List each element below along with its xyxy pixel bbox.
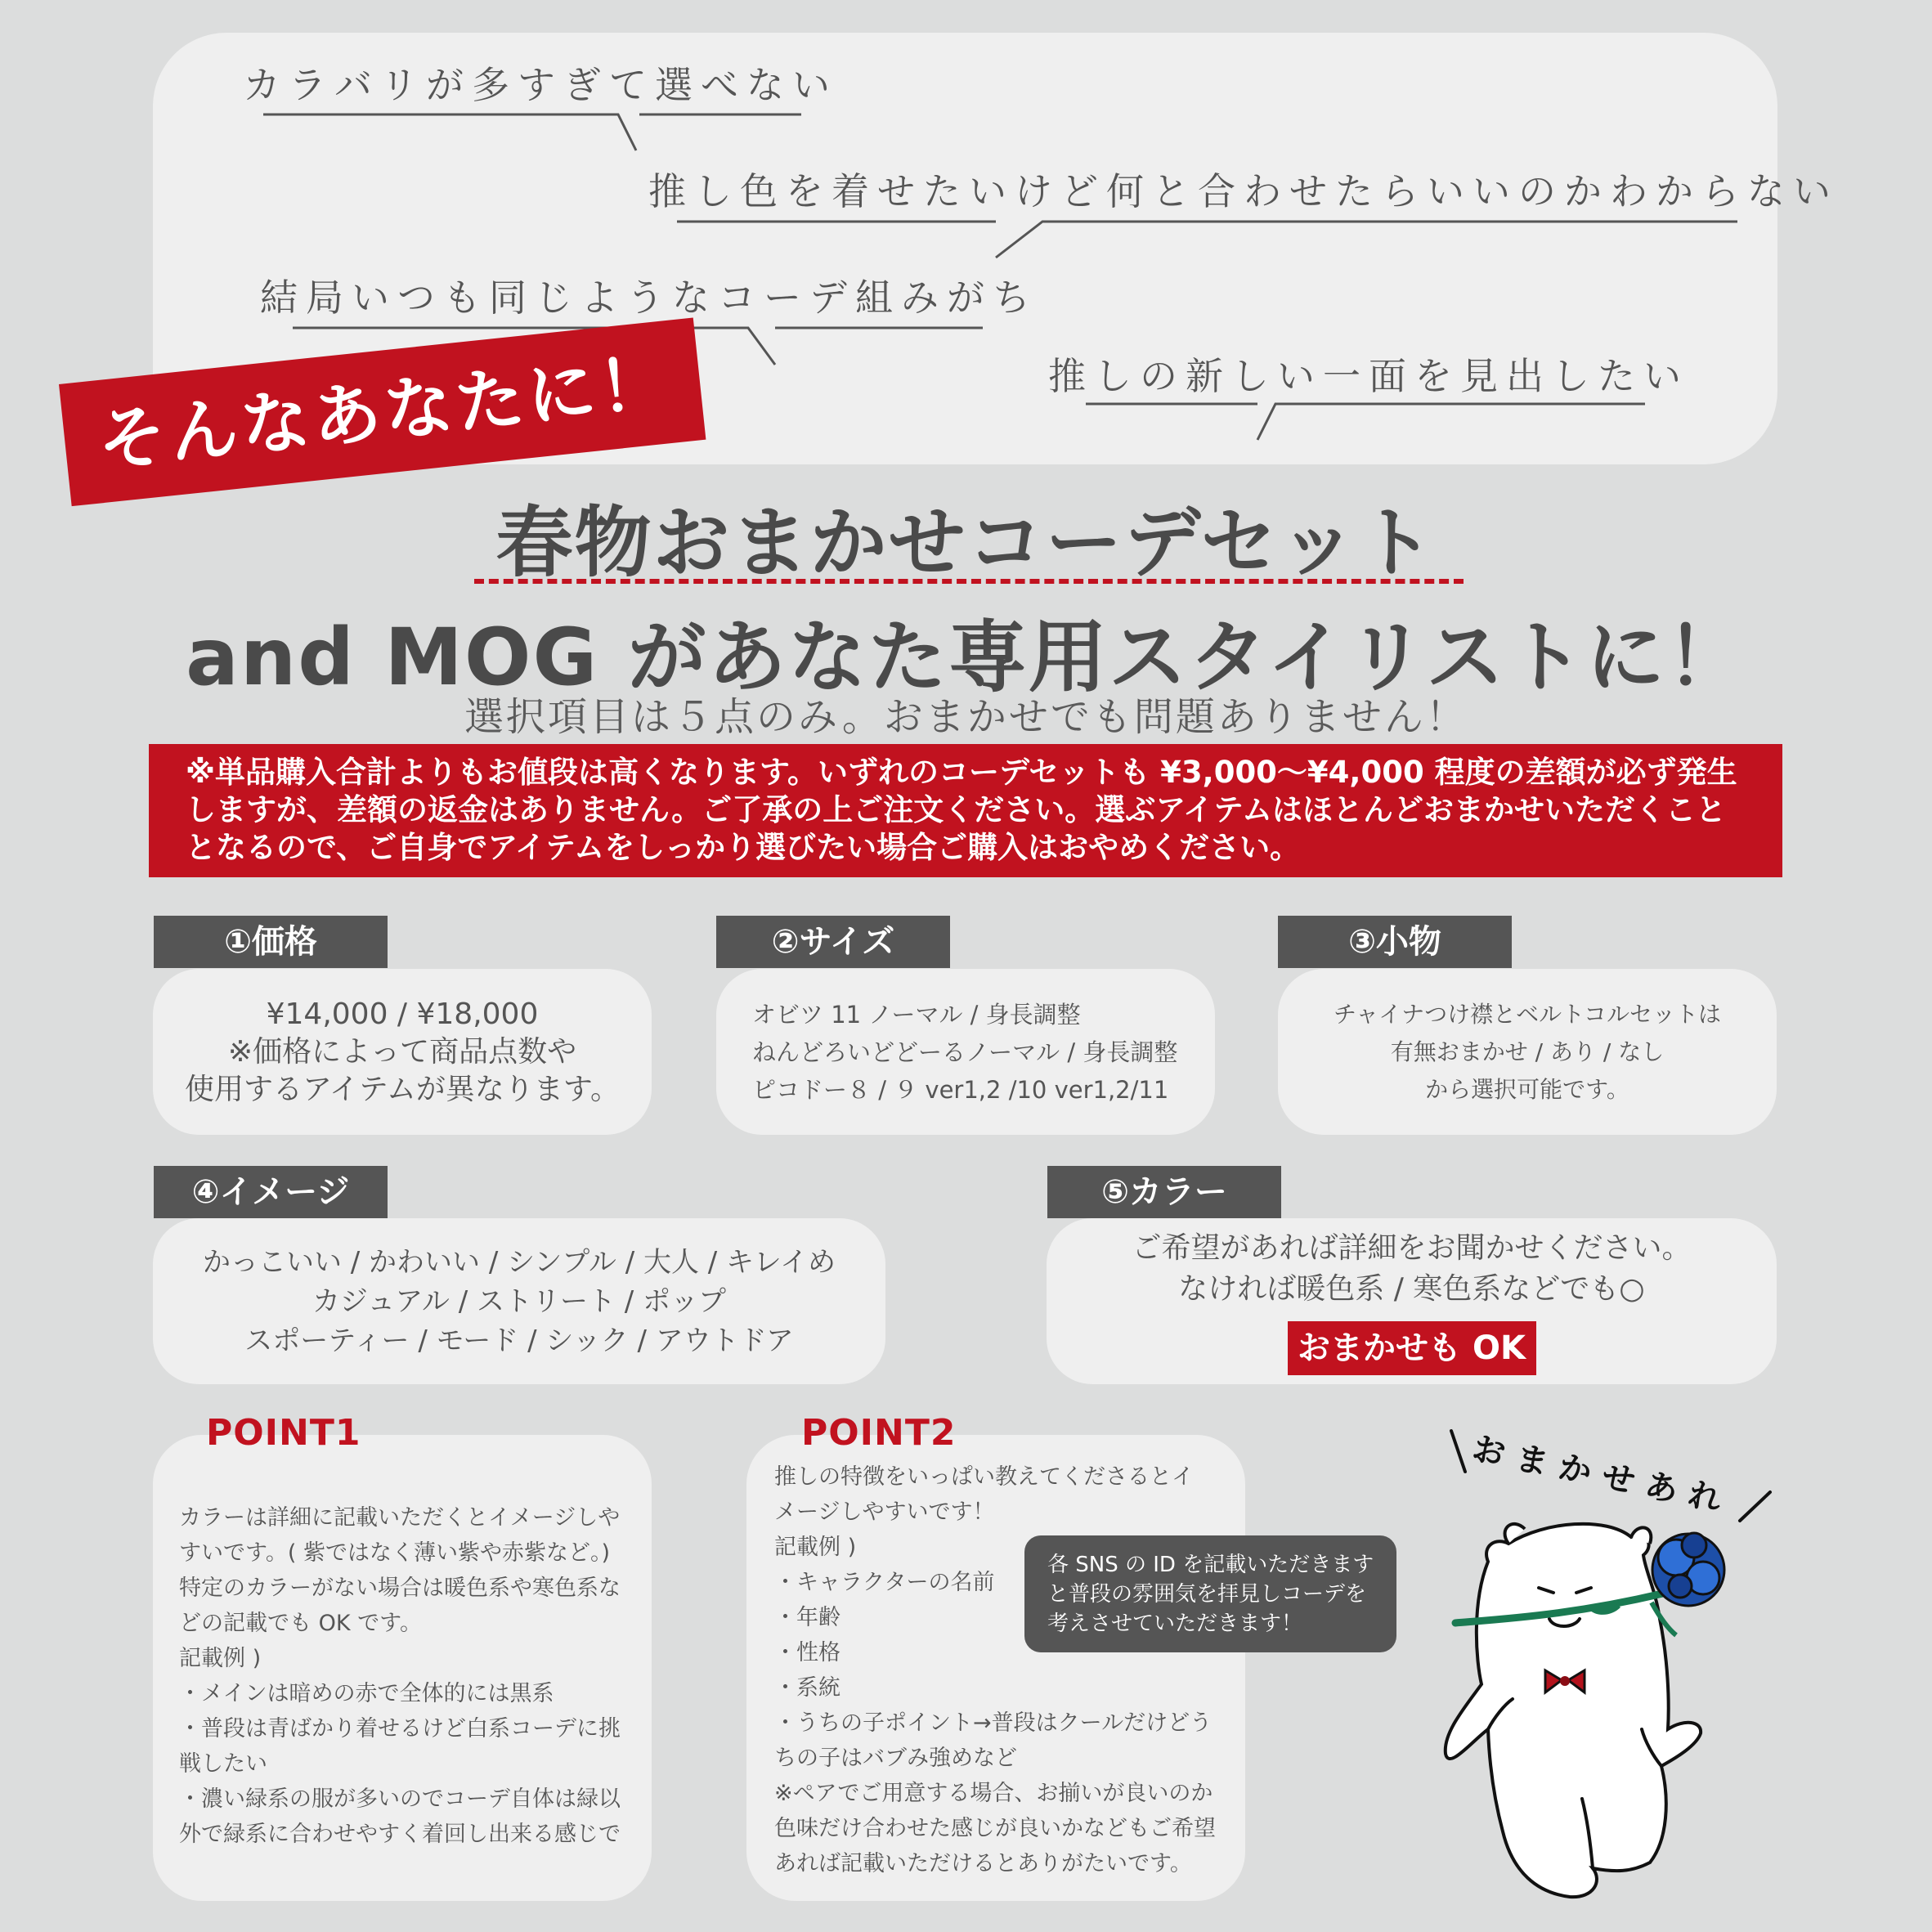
- image-card: [153, 1218, 885, 1384]
- accessory-card: [1278, 969, 1777, 1135]
- point2-line: 色味だけ合わせた感じが良いかなどもご希望: [774, 1816, 1216, 1841]
- notice-line: ※単品購入合計よりもお値段は高くなります。いずれのコーデセットも ¥3,000〜¥4,000 程度の差額が必ず発生: [186, 755, 1737, 790]
- product-title: 春物おまかせコーデセット: [495, 499, 1437, 588]
- bear-mascot-illustration: [1431, 1414, 1782, 1905]
- banner-for-you: そんなあなたに！: [59, 317, 706, 506]
- sns-note-line: 各 SNS の ID を記載いただきます: [1047, 1553, 1374, 1577]
- size-option: ねんどろいどどーるノーマル / 身長調整: [752, 1038, 1178, 1066]
- point1-line: すいです。( 紫ではなく薄い紫や赤紫など。): [179, 1540, 610, 1566]
- worry-text-1: カラバリが多すぎて選べない: [243, 63, 838, 107]
- worry-text-4: 推しの新しい一面を見出したい: [1048, 354, 1689, 398]
- price-values: ¥14,000 / ¥18,000: [266, 997, 539, 1031]
- image-styles: カジュアル / ストリート / ポップ: [312, 1284, 727, 1318]
- price-notice: [149, 744, 1782, 877]
- tab-image: ④イメージ: [154, 1166, 388, 1218]
- tab-size: ②サイズ: [716, 916, 950, 968]
- point1-line: 外で緑系に合わせやすく着回し出来る感じで: [179, 1822, 621, 1847]
- sns-note: [1024, 1535, 1396, 1652]
- sns-note-line: 考えさせていただきます！: [1047, 1611, 1303, 1636]
- size-option: ピコドー８ / ９ ver1,2 /10 ver1,2/11: [752, 1075, 1169, 1104]
- mascot-caption: おまかせあれ: [1468, 1429, 1737, 1522]
- point1-card: [153, 1435, 652, 1901]
- size-card: [716, 969, 1215, 1135]
- point1-line: 記載例 ): [179, 1646, 262, 1671]
- point1-line: ・普段は青ばかり着せるけど白系コーデに挑: [179, 1716, 621, 1741]
- image-styles: かっこいい / かわいい / シンプル / 大人 / キレイめ: [202, 1245, 836, 1279]
- color-text: ご希望があれば詳細をお聞かせください。: [1132, 1231, 1692, 1265]
- notice-line: しますが、差額の返金はありません。ご了承の上ご注文ください。選ぶアイテムはほとんどおまかせいただくこと: [186, 792, 1727, 827]
- point2-card: [746, 1435, 1245, 1901]
- headline: and MOG があなた専用スタイリストに！: [186, 612, 1746, 703]
- point2-title: POINT2: [801, 1412, 957, 1454]
- size-option: オビツ 11 ノーマル / 身長調整: [752, 1000, 1081, 1029]
- point1-line: どの記載でも OK です。: [179, 1611, 422, 1636]
- point1-line: 戦したい: [179, 1751, 267, 1777]
- color-card: [1047, 1218, 1777, 1384]
- point1-line: ・濃い緑系の服が多いのでコーデ自体は緑以: [179, 1786, 621, 1812]
- tab-price: ①価格: [154, 916, 388, 968]
- point2-line: ※ペアでご用意する場合、お揃いが良いのか: [774, 1781, 1213, 1806]
- tab-accessory: ③小物: [1278, 916, 1512, 968]
- subtitle: 選択項目は５点のみ。おまかせでも問題ありません！: [464, 694, 1468, 740]
- price-note: 使用するアイテムが異なります。: [184, 1072, 621, 1106]
- point1-line: カラーは詳細に記載いただくとイメージしや: [179, 1505, 621, 1531]
- sns-note-line: と普段の雰囲気を拝見しコーデを: [1047, 1582, 1367, 1607]
- point2-line: ・うちの子ポイント→普段はクールだけどう: [774, 1710, 1213, 1736]
- point2-line: あれば記載いただけるとありがたいです。: [774, 1851, 1192, 1876]
- title-dashed-divider: [474, 579, 1464, 584]
- point2-line: メージしやすいです！: [774, 1499, 995, 1525]
- point1-title: POINT1: [206, 1412, 361, 1454]
- point2-line: 推しの特徴をいっぱい教えてくださるとイ: [774, 1464, 1194, 1490]
- accessory-text: チャイナつけ襟とベルトコルセットは: [1333, 1000, 1722, 1028]
- point1-line: ・メインは暗めの赤で全体的には黒系: [179, 1681, 554, 1706]
- worry-text-2: 推し色を着せたいけど何と合わせたらいいのかわからない: [648, 169, 1839, 213]
- point2-line: ちの子はバブみ強めなど: [774, 1746, 1017, 1771]
- accessory-text: から選択可能です。: [1425, 1075, 1629, 1103]
- point2-line: 記載例 ): [774, 1535, 857, 1560]
- point2-line: ・年齢: [774, 1605, 840, 1630]
- image-styles: スポーティー / モード / シック / アウトドア: [244, 1324, 794, 1357]
- tab-color: ⑤カラー: [1047, 1166, 1281, 1218]
- price-note: ※価格によって商品点数や: [227, 1034, 577, 1069]
- point1-line: 特定のカラーがない場合は暖色系や寒色系な: [179, 1576, 621, 1601]
- point2-line: ・キャラクターの名前: [774, 1570, 995, 1595]
- omakase-ok-badge: おまかせも OK: [1288, 1321, 1536, 1375]
- price-card: [153, 969, 652, 1135]
- point2-line: ・系統: [774, 1675, 840, 1701]
- accessory-text: 有無おまかせ / あり / なし: [1390, 1038, 1665, 1065]
- color-text: なければ暖色系 / 寒色系などでも○: [1178, 1272, 1645, 1306]
- point2-line: ・性格: [774, 1640, 840, 1665]
- notice-line: となるので、ご自身でアイテムをしっかり選びたい場合ご購入はおやめください。: [186, 830, 1301, 865]
- worry-text-3: 結局いつも同じようなコーデ組みがち: [260, 276, 1038, 320]
